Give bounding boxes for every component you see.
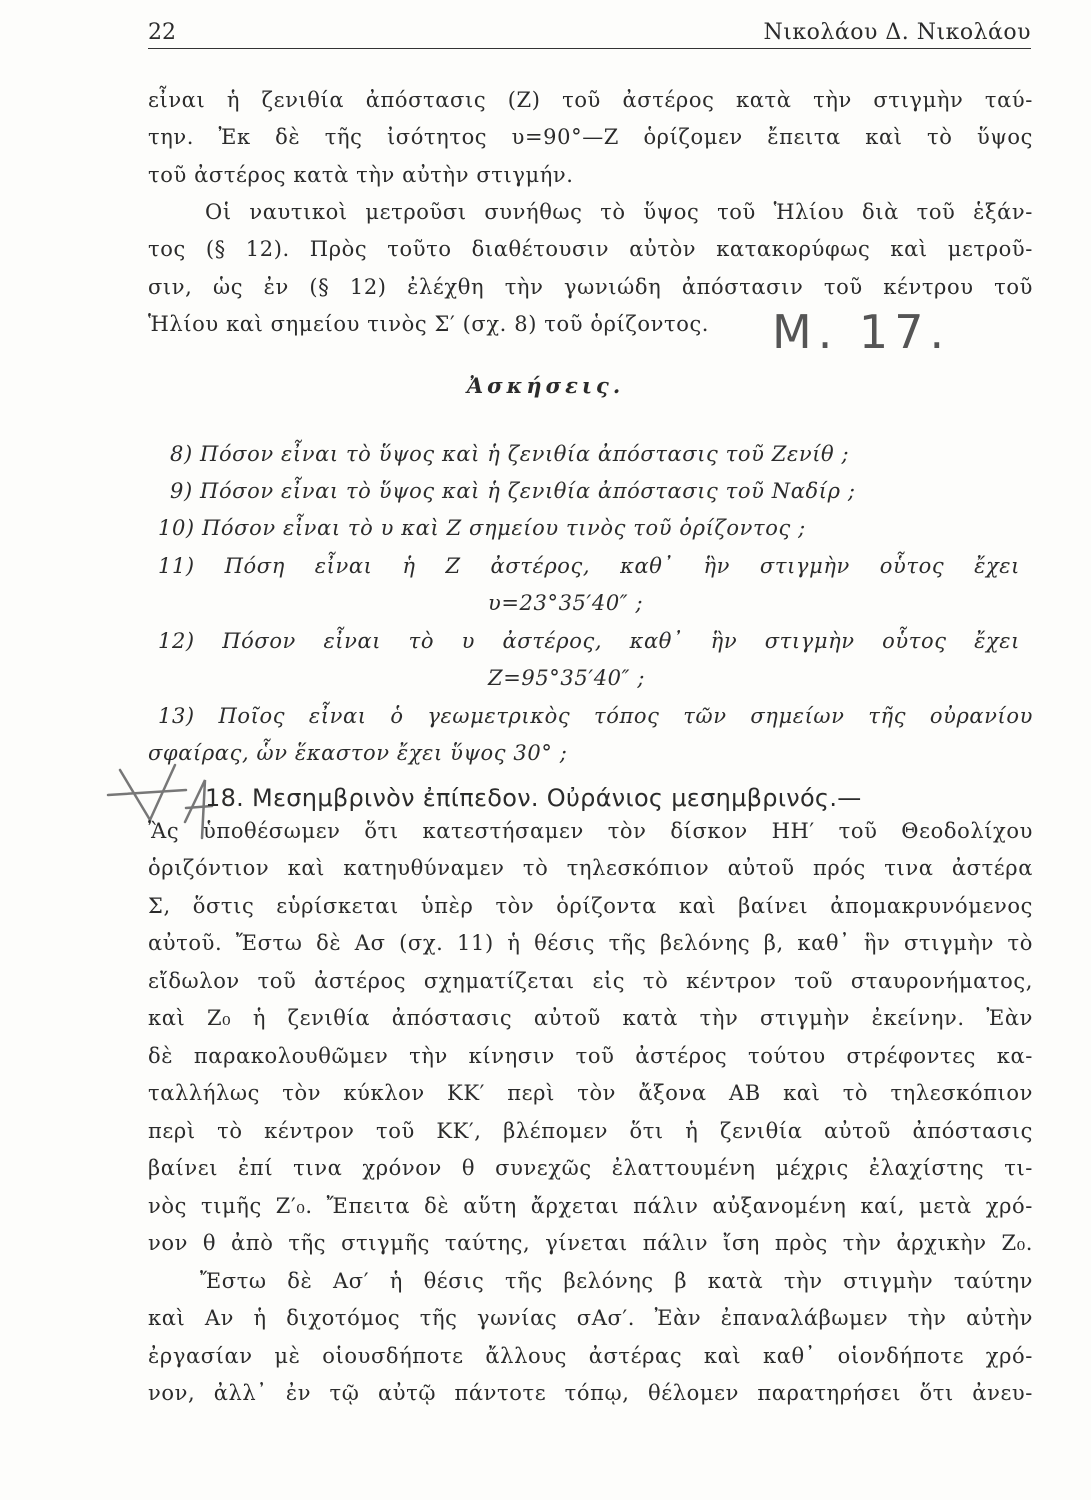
text-line: Ἔστω δὲ Ασ′ ἡ θέσις τῆς βελόνης β κατὰ τὴν στιγμὴν ταύτην bbox=[200, 1269, 1033, 1293]
text-line: νον, ἀλλ᾽ ἐν τῷ αὐτῷ πάντοτε τόπῳ, θέλομεν παρατηρήσει ὅτι ἀνευ- bbox=[148, 1381, 1033, 1405]
exercise-item: 12) Πόσον εἶναι τὸ υ ἀστέρος, καθ᾽ ἣν στιγμὴν οὗτος ἔχει bbox=[158, 629, 1020, 653]
text-line: περὶ τὸ κέντρον τοῦ ΚΚ′, βλέπομεν ὅτι ἡ ζενιθία αὐτοῦ ἀπόστασις bbox=[148, 1119, 1033, 1143]
text-line: καὶ Ζ₀ ἡ ζενιθία ἀπόστασις αὐτοῦ κατὰ τὴν στιγμὴν ἐκείνην. Ἐὰν bbox=[148, 1006, 1033, 1030]
text-line: αὐτοῦ. Ἔστω δὲ Ασ (σχ. 11) ἡ θέσις τῆς βελόνης β, καθ᾽ ἣν στιγμὴν τὸ bbox=[148, 931, 1033, 955]
exercise-item: σφαίρας, ὧν ἕκαστον ἔχει ὕψος 30° ; bbox=[148, 741, 568, 765]
text-line: Ἂς ὑποθέσωμεν ὅτι κατεστήσαμεν τὸν δίσκον ΗΗ′ τοῦ Θεοδολίχου bbox=[148, 819, 1033, 843]
text-line: την. Ἐκ δὲ τῆς ἰσότητος υ=90°—Ζ ὁρίζομεν ἔπειτα καὶ τὸ ὕψος bbox=[148, 125, 1033, 149]
page-number: 22 bbox=[148, 20, 176, 45]
text-line: τοῦ ἀστέρος κατὰ τὴν αὐτὴν στιγμήν. bbox=[148, 163, 574, 187]
exercise-formula: υ=23°35′40″ ; bbox=[488, 591, 644, 615]
text-line: βαίνει ἐπί τινα χρόνον θ συνεχῶς ἐλαττουμένη μέχρις ἐλαχίστης τι- bbox=[148, 1156, 1033, 1180]
section-number: 18. bbox=[205, 784, 245, 812]
text-line: τος (§ 12). Πρὸς τοῦτο διαθέτουσιν αὐτὸν κατακορύφως καὶ μετροῦ- bbox=[148, 237, 1033, 261]
text-line: εἴδωλον τοῦ ἀστέρος σχηματίζεται εἰς τὸ κέντρον τοῦ σταυρονήματος, bbox=[148, 969, 1033, 993]
text-line: δὲ παρακολουθῶμεν τὴν κίνησιν τοῦ ἀστέρος τούτου στρέφοντες κα- bbox=[148, 1044, 1033, 1068]
exercise-item: 8) Πόσον εἶναι τὸ ὕψος καὶ ἡ ζενιθία ἀπόστασις τοῦ Ζενίθ ; bbox=[170, 442, 850, 466]
text-line: καὶ Αν ἡ διχοτόμος τῆς γωνίας σΑσ′. Ἐὰν ἐπαναλάβωμεν τὴν αὐτὴν bbox=[148, 1306, 1033, 1330]
text-line: Σ, ὅστις εὑρίσκεται ὑπὲρ τὸν ὁρίζοντα καὶ βαίνει ἀπομακρυνόμενος bbox=[148, 894, 1033, 918]
exercise-formula: Ζ=95°35′40″ ; bbox=[488, 666, 646, 690]
text-line: νὸς τιμῆς Ζ′₀. Ἔπειτα δὲ αὕτη ἄρχεται πάλιν αὐξανομένη καί, μετὰ χρό- bbox=[148, 1194, 1033, 1218]
exercise-item: 13) Ποῖος εἶναι ὁ γεωμετρικὸς τόπος τῶν σημείων τῆς οὐρανίου bbox=[158, 704, 1033, 728]
handwritten-margin-note: Μ. 17. bbox=[772, 305, 951, 359]
text-line: σιν, ὡς ἐν (§ 12) ἐλέχθη τὴν γωνιώδη ἀπόστασιν τοῦ κέντρου τοῦ bbox=[148, 275, 1033, 299]
section-title: Μεσημβρινὸν ἐπίπεδον. Οὐράνιος μεσημβρινός.— bbox=[252, 784, 862, 812]
section-heading bbox=[205, 784, 1031, 812]
exercise-item: 11) Πόση εἶναι ἡ Ζ ἀστέρος, καθ᾽ ἣν στιγμὴν οὗτος ἔχει bbox=[158, 554, 1020, 578]
text-line: Οἱ ναυτικοὶ μετροῦσι συνήθως τὸ ὕψος τοῦ Ἡλίου διὰ τοῦ ἑξάν- bbox=[205, 200, 1033, 224]
exercise-item: 10) Πόσον εἶναι τὸ υ καὶ Ζ σημείου τινὸς τοῦ ὁρίζοντος ; bbox=[158, 516, 806, 540]
text-line: νον θ ἀπὸ τῆς στιγμῆς ταύτης, γίνεται πάλιν ἴση πρὸς τὴν ἀρχικὴν Ζ₀. bbox=[148, 1231, 1033, 1255]
text-line: Ἡλίου καὶ σημείου τινὸς Σ′ (σχ. 8) τοῦ ὁρίζοντος. bbox=[148, 312, 710, 336]
running-head-author: Νικολάου Δ. Νικολάου bbox=[763, 20, 1031, 45]
text-line: ὁριζόντιον καὶ κατηυθύναμεν τὸ τηλεσκόπιον αὐτοῦ πρός τινα ἀστέρα bbox=[148, 856, 1033, 880]
exercises-heading: Ἀσκήσεις. bbox=[466, 373, 625, 398]
text-line: ταλλήλως τὸν κύκλον ΚΚ′ περὶ τὸν ἄξονα ΑΒ καὶ τὸ τηλεσκόπιον bbox=[148, 1081, 1033, 1105]
text-line: εἶναι ἡ ζενιθία ἀπόστασις (Ζ) τοῦ ἀστέρος κατὰ τὴν στιγμὴν ταύ- bbox=[148, 88, 1033, 112]
text-line: ἐργασίαν μὲ οἱουσδήποτε ἄλλους ἀστέρας καὶ καθ᾽ οἱονδήποτε χρό- bbox=[148, 1344, 1033, 1368]
exercise-item: 9) Πόσον εἶναι τὸ ὕψος καὶ ἡ ζενιθία ἀπόστασις τοῦ Ναδίρ ; bbox=[170, 479, 856, 503]
